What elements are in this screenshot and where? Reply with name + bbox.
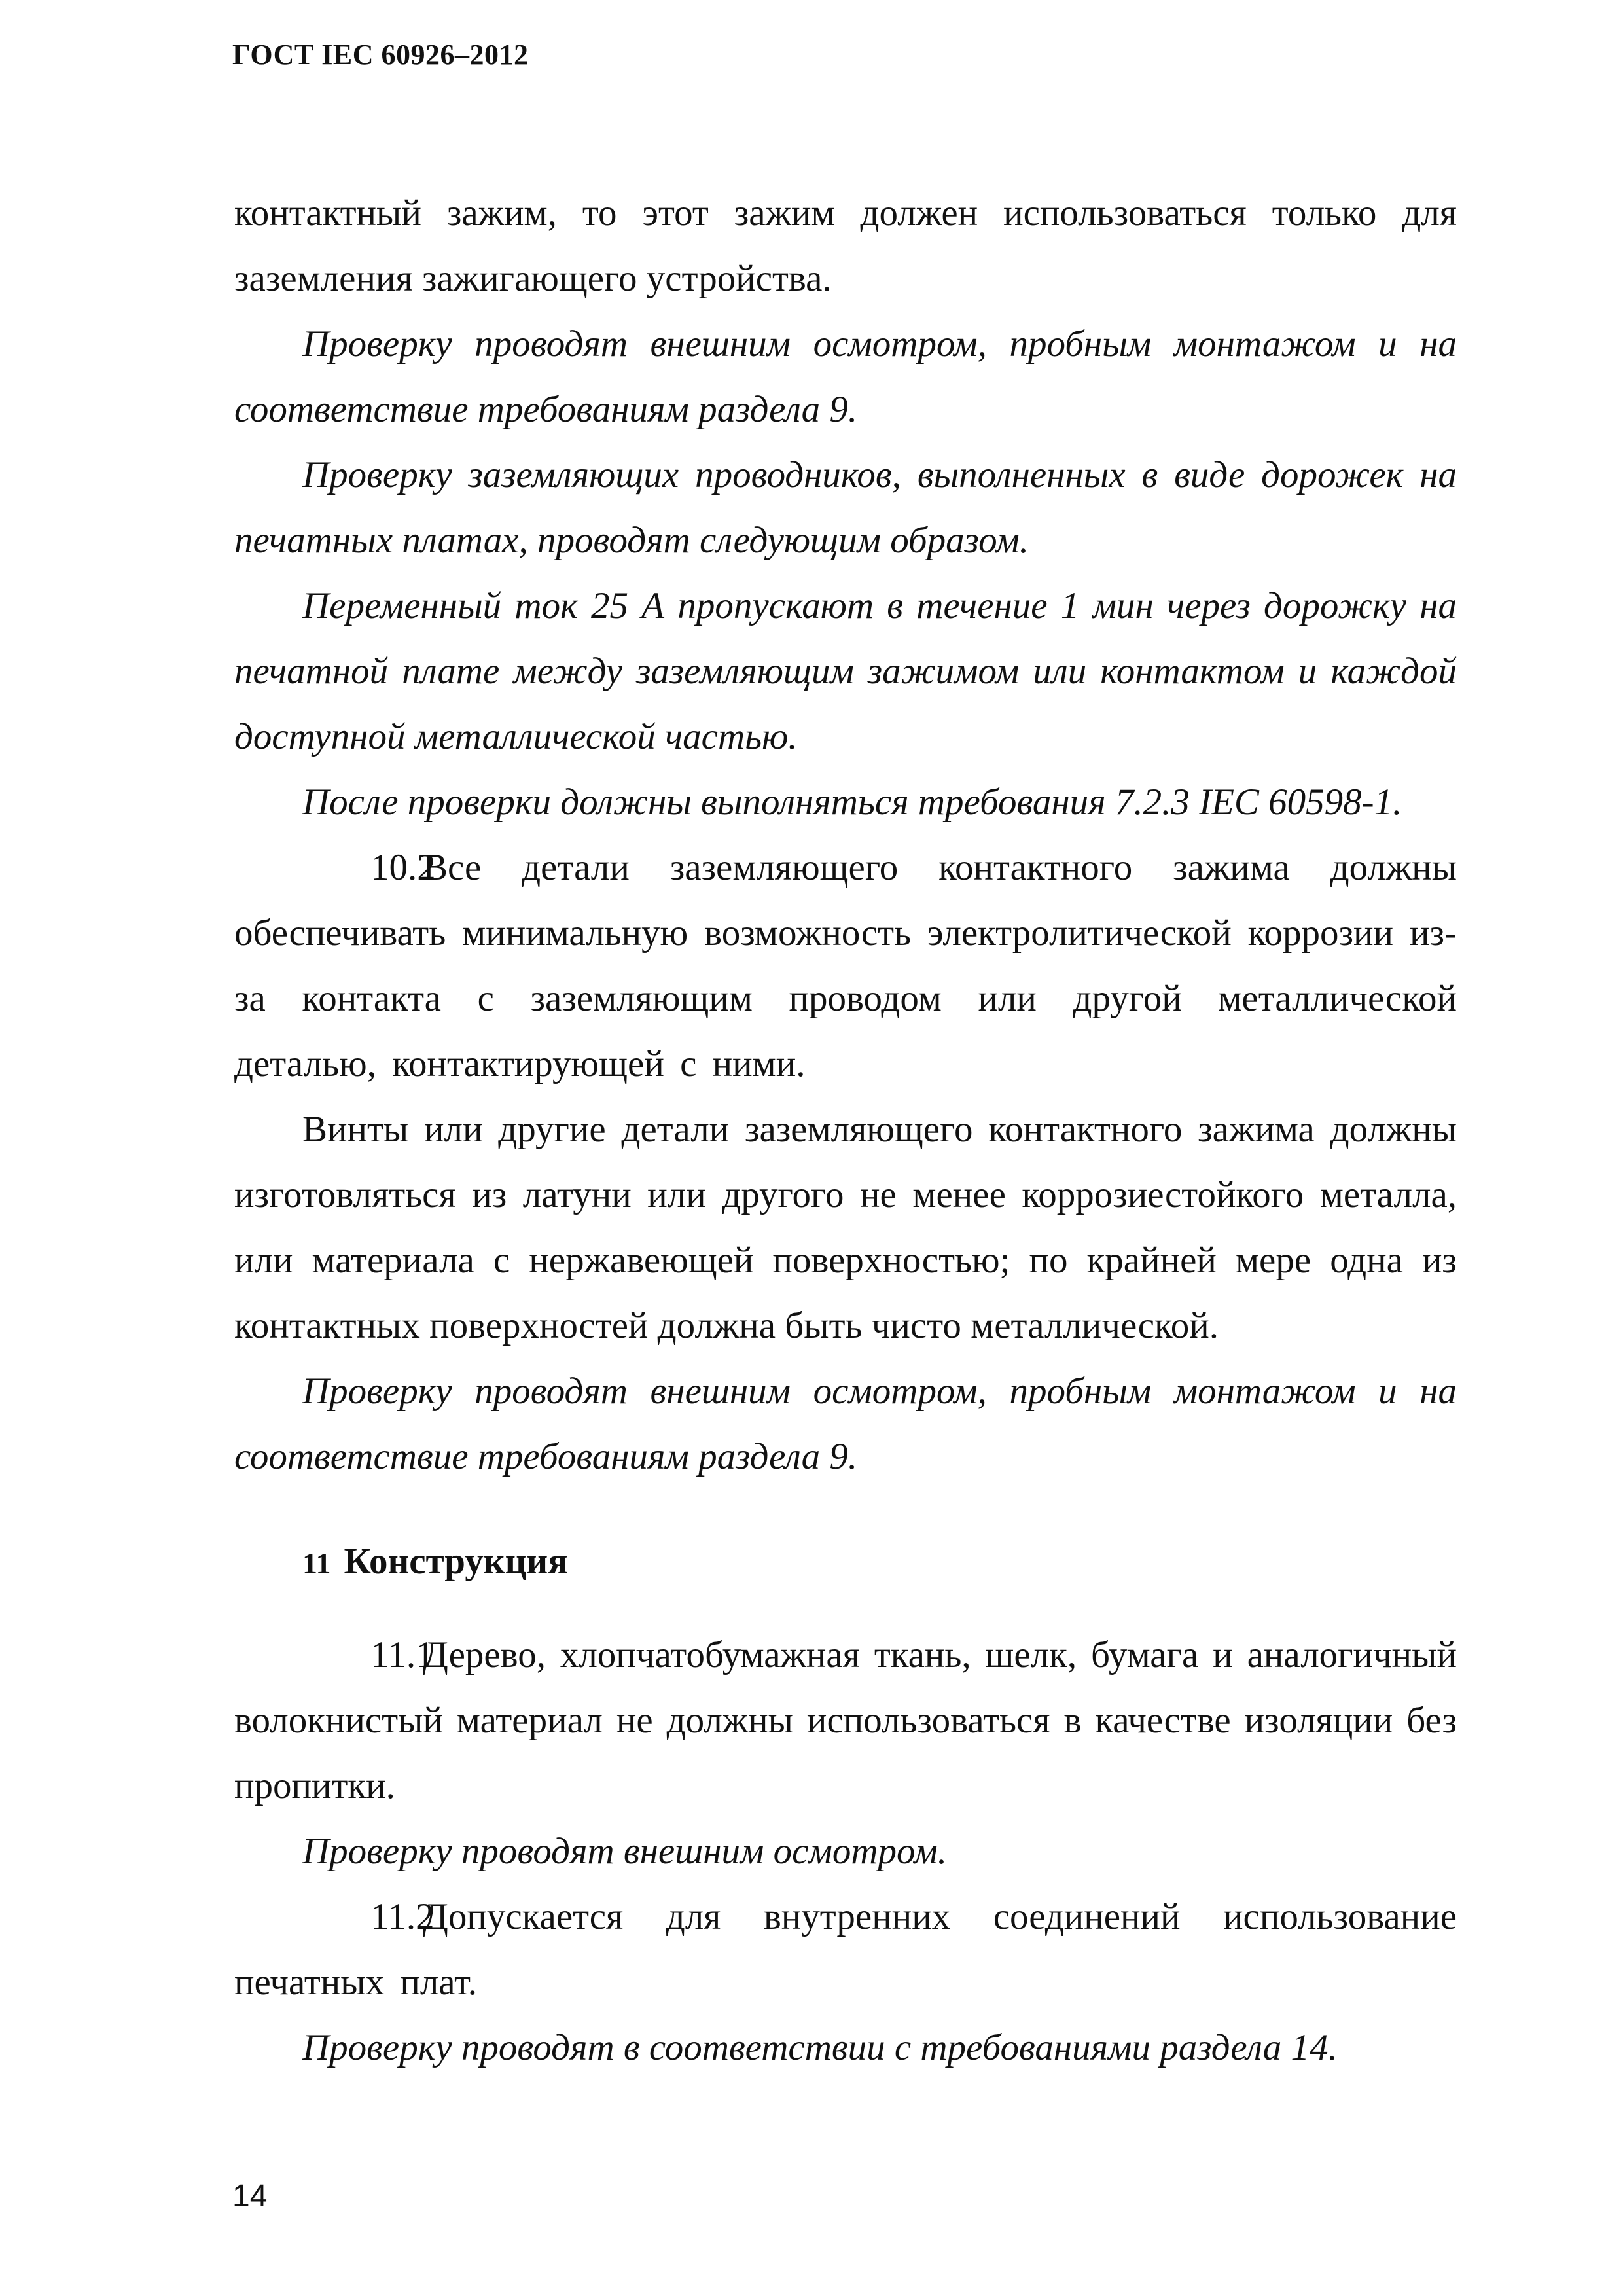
clause-number: 11.1: [370, 1634, 435, 1676]
section-number: 11: [302, 1547, 331, 1580]
clause-text: Все детали заземляющего контактного зажима должны обеспечивать минимальную возможность электролитической коррозии из-за контакта с заземляющим проводом или другой металлической деталью, контактирующей с ними.: [234, 847, 1457, 1085]
paragraph-after-test: После проверки должны выполняться требования 7.2.3 IEC 60598-1.: [302, 781, 1402, 823]
clause-10-2: [234, 835, 1457, 1097]
clause-number: 10.2: [370, 847, 436, 888]
document-header: ГОСТ IEC 60926–2012: [232, 39, 529, 71]
paragraph-continuation: контактный зажим, то этот зажим должен использоваться только для заземления зажигающего устройства.: [234, 192, 1457, 299]
paragraph-check-pcb-conductors: Проверку заземляющих проводников, выполненных в виде дорожек на печатных платах, проводят следующим образом.: [234, 454, 1457, 561]
paragraph-check-method: Проверку проводят внешним осмотром, пробным монтажом и на соответствие требованиям раздела 9.: [234, 323, 1457, 430]
clause-11-1: [234, 1623, 1457, 1819]
paragraph-test-current: Переменный ток 25 А пропускают в течение 1 мин через дорожку на печатной плате между заземляющим зажимом или контактом и каждой доступной металлической частью.: [234, 585, 1457, 757]
clause-number: 11.2: [370, 1896, 435, 1937]
paragraph-screws: Винты или другие детали заземляющего контактного зажима должны изготовляться из латуни или другого не менее коррозиестойкого металла, или материала с нержавеющей поверхностью; по крайней мере одна из контактных поверхностей должна быть чисто металлической.: [234, 1109, 1457, 1346]
clause-11-1-check: Проверку проводят внешним осмотром.: [302, 1831, 947, 1872]
clause-11-2: [234, 1884, 1457, 2015]
clause-text: Дерево, хлопчатобумажная ткань, шелк, бумага и аналогичный волокнистый материал не должны использоваться в качестве изоляции без пропитки.: [234, 1634, 1457, 1806]
section-heading: [302, 1529, 1457, 1596]
page-number: 14: [232, 2179, 268, 2214]
page-body: [234, 181, 1457, 2081]
clause-11-2-check: Проверку проводят в соответствии с требованиями раздела 14.: [302, 2027, 1338, 2068]
paragraph-check-method-2: Проверку проводят внешним осмотром, пробным монтажом и на соответствие требованиям раздела 9.: [234, 1371, 1457, 1477]
section-title: Конструкция: [344, 1541, 569, 1582]
clause-text: Допускается для внутренних соединений использование печатных плат.: [234, 1896, 1457, 2003]
